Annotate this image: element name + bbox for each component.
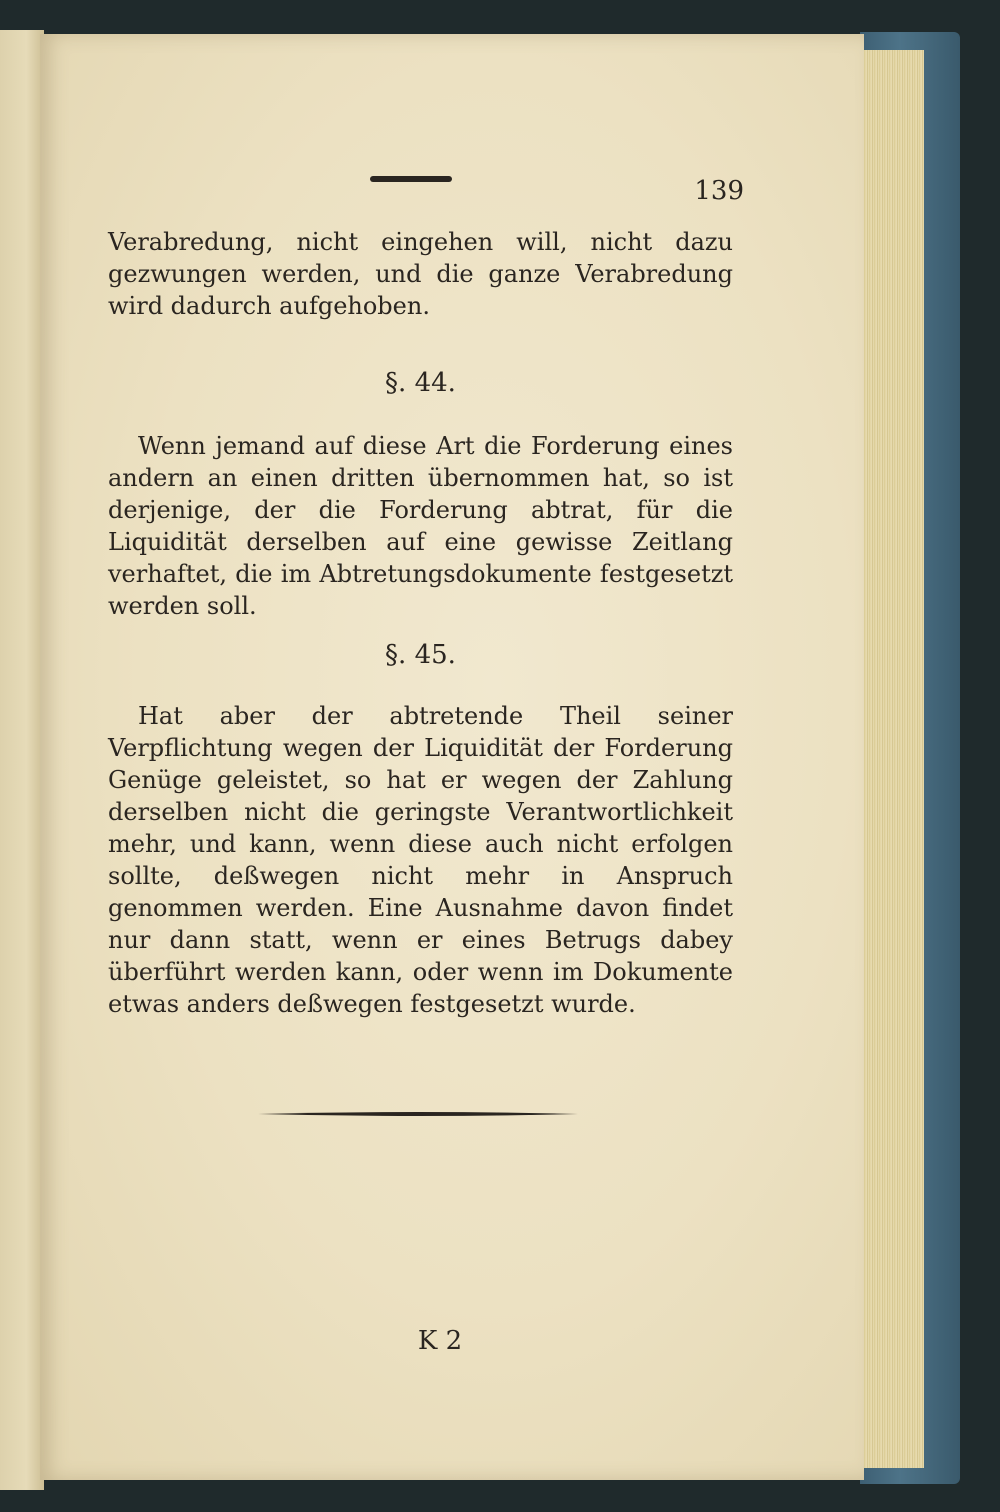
section-heading: §. 44. xyxy=(385,368,456,398)
section-paragraph: Wenn jemand auf diese Art die Forderung eines andern an einen dritten übernommen hat, so ist derjenige, der die Forderung abtrat, für die Liquidität derselben auf eine gewisse Zeitlang verhaftet, die im Abtretungsdokumente festgesetzt werden soll. xyxy=(108,432,733,620)
left-page-edge xyxy=(0,30,44,1490)
continuation-paragraph: Verabredung, nicht eingehen will, nicht dazu gezwungen werden, und die ganze Verabredung wird dadurch aufgehoben. xyxy=(108,228,733,320)
page-edges xyxy=(858,50,924,1468)
end-rule xyxy=(258,1110,578,1118)
section-heading: §. 45. xyxy=(385,640,456,670)
header-rule xyxy=(370,176,452,182)
section-paragraph: Hat aber der abtretende Theil seiner Verpflichtung wegen der Liquidität der Forderung Genüge geleistet, so hat er wegen der Zahlung derselben nicht die geringste Verantwortlichkeit mehr, und kann, wenn diese auch nicht erfolgen sollte, deßwegen nicht mehr in Anspruch genommen werden. Eine Ausnahme davon findet nur dann statt, wenn er eines Betrugs dabey überführt werden kann, oder wenn im Dokumente etwas anders deßwegen festgesetzt wurde. xyxy=(108,702,733,1018)
page-number: 139 xyxy=(694,176,744,206)
signature-mark: K 2 xyxy=(417,1326,463,1356)
